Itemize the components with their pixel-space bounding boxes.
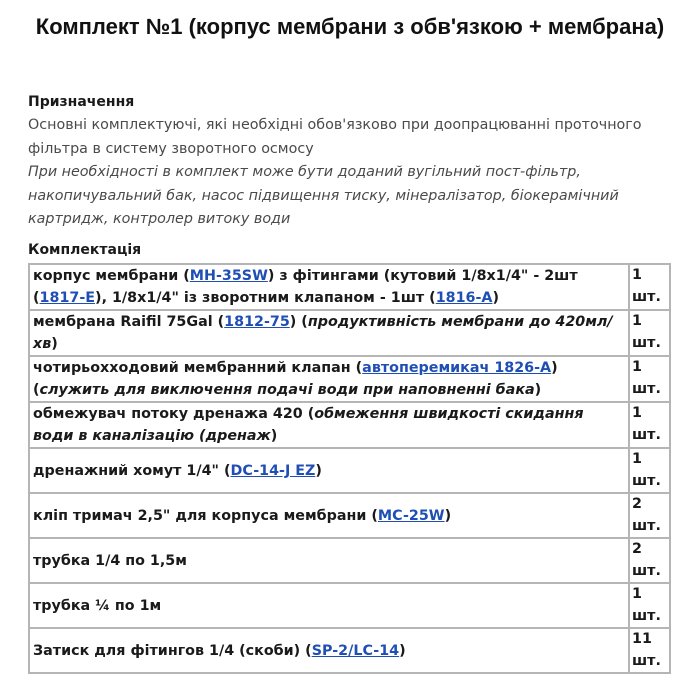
purpose-block: [28, 114, 678, 232]
part-link-sp-2-lc-14[interactable]: SP-2/LC-14: [311, 642, 400, 659]
quantity-unit: шт.: [632, 380, 661, 397]
table-row: [29, 448, 670, 493]
item-quantity: [629, 264, 670, 310]
item-text: ): [315, 462, 322, 479]
part-link-1817-e[interactable]: 1817-E: [39, 290, 96, 306]
item-description: [29, 628, 629, 673]
item-text: ): [270, 428, 278, 444]
item-text: ) (: [33, 360, 558, 398]
kit-table: [28, 263, 671, 674]
item-description: [29, 402, 629, 448]
quantity-number: 2: [632, 541, 642, 557]
quantity-number: 1: [632, 313, 642, 329]
item-text: дренажний хомут 1/4" (: [33, 462, 231, 479]
item-text: ): [534, 382, 542, 398]
item-note: обмеження швидкості скидання води в каналізацію (дренаж: [33, 406, 584, 444]
table-row: [29, 356, 670, 402]
item-description: [29, 493, 629, 538]
quantity-unit: шт.: [632, 334, 661, 351]
table-row: [29, 628, 670, 673]
item-text: ): [51, 336, 58, 352]
quantity-unit: шт.: [632, 517, 661, 534]
purpose-note: При необхідності в комплект може бути доданий вугільний пост-фільтр, накопичувальний бак, насос підвищення тиску, мінералізатор, біокерамічний картридж, контролер витоку води: [28, 164, 619, 228]
quantity-unit: шт.: [632, 426, 661, 443]
quantity-number: 1: [632, 586, 642, 602]
item-note: служить для виключення подачі води при наповненні бака: [39, 382, 535, 398]
item-description: [29, 310, 629, 356]
item-quantity: [629, 356, 670, 402]
item-quantity: [629, 538, 670, 583]
item-description: [29, 583, 629, 628]
item-text: ) з фітингами (кутовий 1/8х1/4" - 2шт (: [33, 268, 578, 306]
item-text: ) (: [289, 314, 308, 330]
item-quantity: [629, 448, 670, 493]
quantity-number: 11: [632, 631, 652, 647]
quantity-unit: шт.: [632, 562, 661, 579]
table-row: [29, 310, 670, 356]
quantity-unit: шт.: [632, 607, 661, 624]
item-text: трубка 1/4 по 1,5м: [33, 552, 187, 569]
part-link-mh-35sw[interactable]: MH-35SW: [189, 268, 268, 284]
table-row: [29, 402, 670, 448]
item-text: Затиск для фітингов 1/4 (скоби) (: [33, 642, 312, 659]
table-row: [29, 264, 670, 310]
item-text: обмежувач потоку дренажа 420 (: [33, 406, 315, 422]
quantity-number: 1: [632, 267, 642, 283]
item-text: чотирьохходовий мембранний клапан (: [33, 360, 363, 376]
quantity-unit: шт.: [632, 288, 661, 305]
quantity-number: 1: [632, 359, 642, 375]
item-description: [29, 264, 629, 310]
part-link-1812-75[interactable]: 1812-75: [224, 314, 290, 330]
quantity-unit: шт.: [632, 472, 661, 489]
part-link-dc-14-j-ez[interactable]: DC-14-J EZ: [230, 462, 316, 479]
item-description: [29, 356, 629, 402]
kit-heading: Комплектація: [28, 242, 142, 258]
item-quantity: [629, 583, 670, 628]
quantity-number: 2: [632, 496, 642, 512]
part-link-1816-a[interactable]: 1816-A: [435, 290, 493, 306]
page-title: Комплект №1 (корпус мембрани з обв'язкою + мембрана): [35, 14, 665, 39]
item-text: трубка ¼ по 1м: [33, 597, 162, 614]
item-quantity: [629, 310, 670, 356]
item-text: ): [399, 642, 406, 659]
table-row: [29, 583, 670, 628]
item-description: [29, 448, 629, 493]
part-link-1826-a[interactable]: автоперемикач 1826-A: [362, 360, 552, 376]
table-row: [29, 493, 670, 538]
item-text: ): [492, 290, 500, 306]
item-text: кліп тримач 2,5" для корпуса мембрани (: [33, 507, 378, 524]
part-link-mc-25w[interactable]: MC-25W: [377, 507, 445, 524]
item-quantity: [629, 493, 670, 538]
item-description: [29, 538, 629, 583]
table-row: [29, 538, 670, 583]
item-text: ), 1/8х1/4" із зворотним клапаном - 1шт (: [95, 290, 436, 306]
quantity-number: 1: [632, 405, 642, 421]
item-text: ): [444, 507, 452, 524]
item-text: мембрана Raifil 75Gal (: [33, 314, 225, 330]
item-text: корпус мембрани (: [33, 268, 190, 284]
quantity-number: 1: [632, 451, 642, 467]
item-quantity: [629, 402, 670, 448]
purpose-heading: Призначення: [28, 94, 135, 110]
purpose-text: Основні комплектуючі, які необхідні обов'язково при доопрацюванні проточного фільтра в систему зворотного осмосу: [28, 117, 642, 157]
item-quantity: [629, 628, 670, 673]
item-note: продуктивність мембрани до 420мл/хв: [33, 314, 613, 352]
quantity-unit: шт.: [632, 652, 661, 669]
